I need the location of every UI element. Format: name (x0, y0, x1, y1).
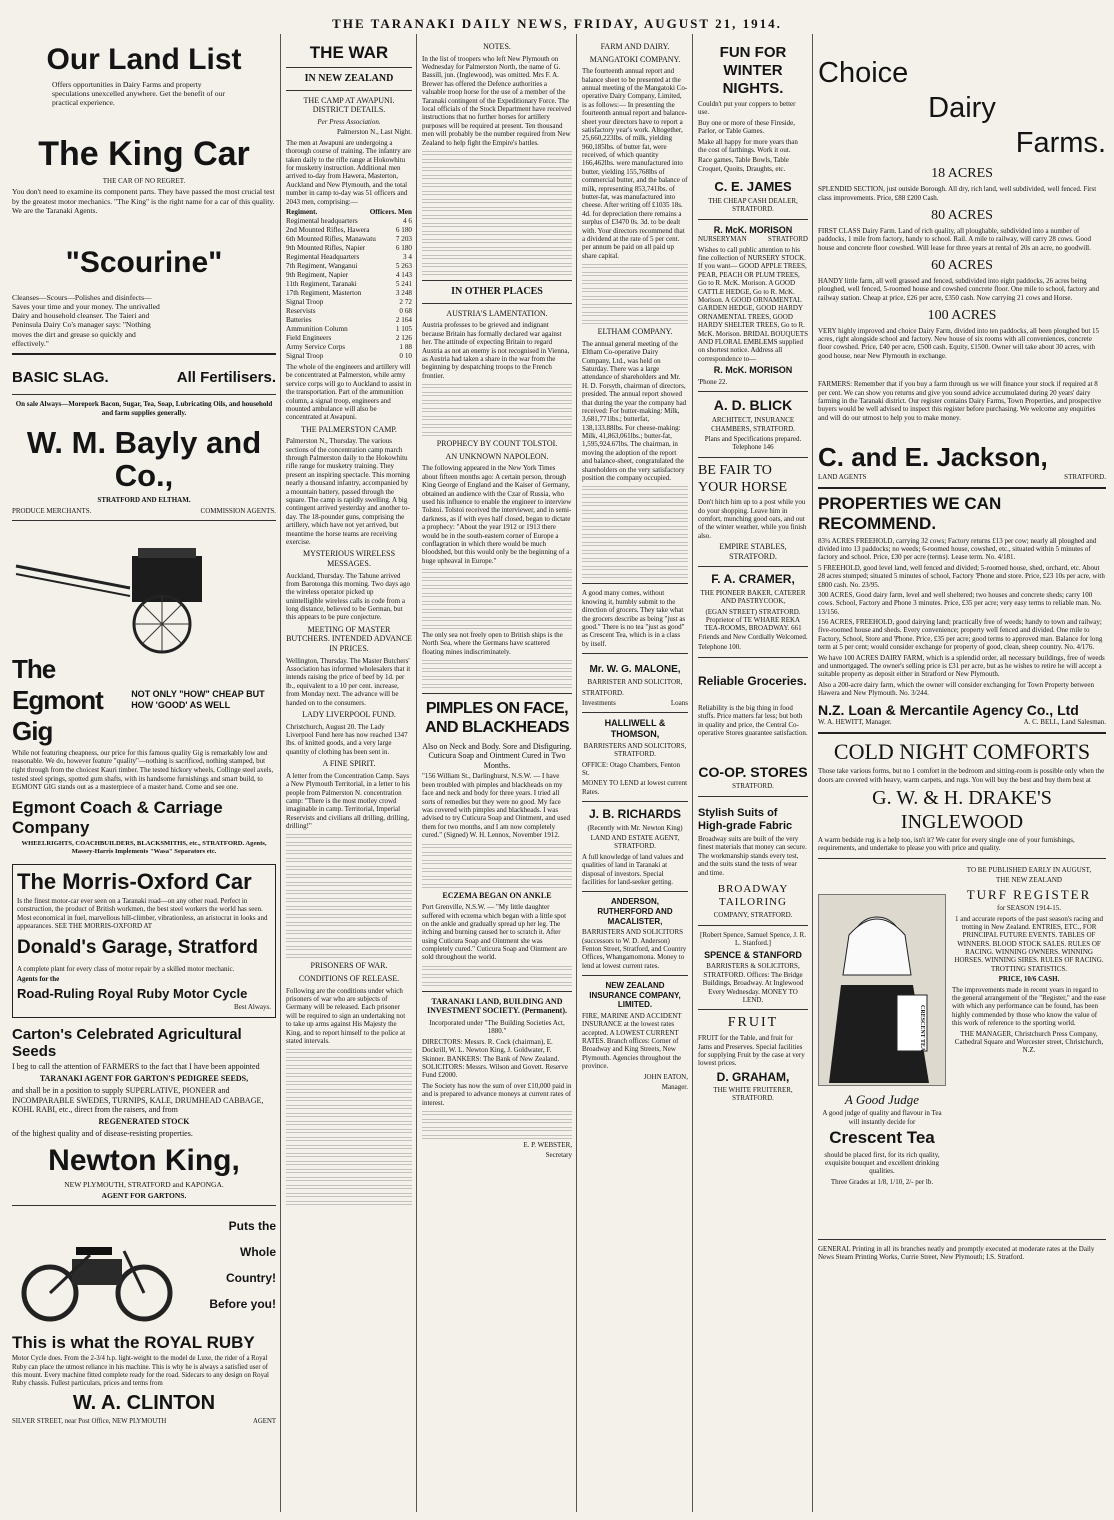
column-rule (812, 34, 813, 1512)
regiment-name: 17th Regiment, Masterton (286, 288, 362, 297)
halliwell: HALLIWELL & THOMSON, (604, 718, 666, 740)
fun-body2: Buy one or more of these Fireside, Parlor, or Table Games. (698, 118, 796, 136)
spence-body: BARRISTERS & SOLICITORS, STRATFORD. Offices: The Bridge Buildings, Broadway. At Inglewood Every Wednesday. MONEY TO LEND. (702, 962, 804, 1004)
james: C. E. JAMES (714, 179, 792, 195)
dairy: Dairy (928, 91, 996, 124)
regiment-count: 4 6 (403, 216, 412, 225)
regiment-name: Batteries (286, 315, 312, 324)
column-rule (280, 34, 281, 1512)
taranaki-society-heading: TARANAKI LAND, BUILDING AND INVESTMENT SOCIETY. (Permanent). (426, 996, 567, 1016)
morison-phone: 'Phone 22. (698, 377, 728, 386)
camp-body2: The whole of the engineers and artillery will be concentrated at Palmerston, while army service corps will go to Auckland to assist in the transportation. Part of the ammunition column, a signal troop, engineers and mounted ambulance will also be concentrated at Awapuni. (286, 362, 412, 422)
prisoners-sub: CONDITIONS OF RELEASE. (298, 974, 400, 984)
regiment-count: 2 126 (395, 333, 412, 342)
newton-location: NEW PLYMOUTH, STRATFORD and KAPONGA. (64, 1180, 224, 1190)
column-rule (692, 34, 693, 1512)
morison-row (698, 235, 808, 243)
regiment-row (286, 217, 412, 226)
regiment-count: 6 180 (395, 225, 412, 234)
nz-insurance: NEW ZEALAND INSURANCE COMPANY, LIMITED. (589, 981, 681, 1010)
turf-body2: The improvements made in recent years in regard to the general arrangement of the "Register," and the ease with which any performance can be found, has been highly commended by those who know the value of this work of reference to the sporting world. (952, 985, 1106, 1028)
farmers-note: FARMERS: Remember that if you buy a farm through us we will finance your stock if required at 8 per cent. We can show you returns and give you sound advice accumulated during 20 years' dairy farming in the Taranaki district. Our register contains Dairy Farms, Town Properties, and prospective buyers would be well advised to inspect this register before purchasing. We welcome any enquiries and will do our utmost to help you to make money. (818, 380, 1101, 422)
regiment-count: 3 248 (395, 288, 412, 297)
drake: G. W. & H. DRAKE'S (872, 786, 1052, 809)
property-100: We have 100 ACRES DAIRY FARM, which is a splendid order, all necessary buildings, free of weeds and unmortgaged. The owner's selling price is £31 per acre, but as he wishes to retire he will accept a suitable property as deposit either in Stratford or New Plymouth. (818, 653, 1105, 679)
camp-heading: THE CAMP AT AWAPUNI. DISTRICT DETAILS. (303, 95, 395, 115)
regiment-name: 11th Regiment, Taranaki (286, 279, 357, 288)
malone-stratford: STRATFORD. (582, 688, 624, 697)
clinton-address: SILVER STREET, near Post Office, NEW PLYMOUTH (12, 1417, 167, 1425)
land-agents: LAND AGENTS (818, 473, 867, 482)
regiment-name: Army Service Corps (286, 342, 346, 351)
acres-80: 80 ACRES (931, 207, 993, 223)
carton-body2: and shall be in a position to supply SUPERLATIVE, PIONEER and INCOMPARABLE SWEDES, TURNIPS, KALE, DRUMHEAD CABBAGE, KOHL RABI, etc., direct from the raisers, and from (12, 1085, 264, 1115)
regiment-count: 2 164 (395, 315, 412, 324)
regiment-name: 7th Regiment, Wanganui (286, 261, 358, 270)
james-sub: THE CHEAP CASH DEALER, STRATFORD. (708, 196, 798, 214)
liverpool-heading: LADY LIVERPOOL FUND. (302, 710, 396, 719)
scourine-body: Cleanses—Scours—Polishes and disinfects—Saves your time and your money. The unrivalled Dairy and household cleanser. The Taieri and Peninsula Dairy Co's manager says: "Nothing moves the dirt and grease so quickly and effectively." (12, 292, 160, 348)
society-directors: DIRECTORS: Messrs. R. Cock (chairman), E. Dockrill, W. L. Newton King, J. Goldwater, F. Skinner. BANKERS: The Bank of New Zealand. SOLICITORS: Messrs. Wilson and Govett. Reserve Fund £2000. (422, 1037, 568, 1080)
morison-stratford: STRATFORD (767, 235, 808, 244)
reliable-groceries: Reliable Groceries. (698, 673, 807, 688)
malone-services (582, 699, 688, 707)
fun-body4: Race games, Table Bowls, Table Croquet, Quoits, Draughts, etc. (698, 156, 789, 173)
mangatoki-body: The fourteenth annual report and balance sheet to be presented at the annual meeting of the Mangatoki Co-operative Dairy Company, Limited, is as follows:— In presenting the fourteenth annual report and balance-sheet your directors have to report a satisfactory year's work. Altogether, 25,660,223lbs. of milk, yielding 960,185lbs. of butter fat, were received, of which quantity 166,462lbs. were manufactured into butter, yielding 155,768lbs of commercial butter, and the balance of milk, representing 853,741lbs. of butter-fat, was manufactured into cheese. After writing off £1035 18s. 4d. for depreciation there remains a surplus of £3470 0s. 3d. to be dealt with. Your directors recommend that a dividend at the rate of 5 per cent. per annum be paid on all paid up share capital. (582, 67, 688, 260)
palmerston-heading: THE PALMERSTON CAMP. (301, 424, 397, 434)
regiment-count: 0 10 (399, 351, 412, 360)
coach-sub: WHEELRIGHTS, COACHBUILDERS, BLACKSMITHS, etc., STRATFORD. Agents, Massey-Harris Implements "Wasa" Separators etc. (21, 839, 267, 855)
column-rule (576, 34, 577, 1512)
puts4: Before you! (209, 1297, 276, 1312)
notes-body: In the list of troopers who left New Plymouth on Wednesday for Palmerston North, the name of G. Bassill, jun. (Inglewood), was omitted. Mrs F. A. Brewer has offered the Defence authorities a valuable troop horse for the use of a member of the Taranaki contingent of the Expeditionary Force. The local officials of the Stock Department have received instructions that no further horses for artillery purposes will be required at present. Ten thousand men will probably be the number required from New Zealand to help fight the Empire's battles. (422, 54, 571, 147)
gig-illustration (12, 526, 276, 654)
cold-body: Those take various forms, but no 1 comfort in the bedroom and sitting-room is possible only when the doors are covered with heavy, warm carpets, and rugs. You will buy the best and buy them best at (818, 767, 1105, 784)
camp-body: The men at Awapuni are undergoing a thorough course of training. The infantry are taken daily to the rifle range at Hokowhitu for musketry instruction. Additional men arrived to-day from Hawera, Masterton, Auckland and New Plymouth, and the total number in camp to-day was 51 officers and 2043 men, comprising:— (286, 138, 411, 206)
cramer-body: (EGAN STREET) STRATFORD. Proprietor of TE WHARE REKA TEA-ROOMS, BROADWAY. 661 Friends and New Cordially Welcomed. (698, 607, 808, 641)
jackson-stratford: STRATFORD. (1064, 473, 1106, 482)
bayly-roles (12, 507, 276, 515)
investments: Investments (582, 698, 616, 707)
turf-nz: THE NEW ZEALAND (996, 876, 1062, 885)
slag-row (12, 369, 276, 386)
puts-text (182, 1211, 276, 1329)
land-list-body: Offers opportunities in Dairy Farms and property speculations unexcelled anywhere. Get the benefit of our practical experience. (52, 79, 225, 107)
ruby-cycle: Road-Ruling Royal Ruby Motor Cycle (17, 985, 248, 1001)
hewitt: W. A. HEWITT, Manager. (818, 718, 892, 727)
fair-body: Don't hitch him up to a post while you do your shopping. Leave him in comfort, munching good oats, and out of the winter weather, while you finish also. (698, 498, 807, 540)
king-car-title: The King Car (38, 135, 250, 174)
spence: SPENCE & STANFORD (704, 949, 802, 960)
egmont-gig-title: The Egmont Gig (12, 653, 103, 746)
pimples-title: PIMPLES ON FACE, AND BLACKHEADS (424, 700, 570, 737)
only-sea-body: The only sea not freely open to British ships is the North Sea, where the Germans have scattered floating mines indiscriminately. (422, 631, 563, 656)
regiment-row (286, 325, 412, 334)
egmont-coach-title: Egmont Coach & Carriage Company (12, 797, 223, 837)
liverpool-body: Christchurch, August 20. The Lady Liverpool Fund here has now reached 1347 lbs. of knitted goods, and a very large quantity of clothing has been sent in. (286, 722, 408, 756)
regiment-count: 1 105 (395, 324, 412, 333)
mangatoki-heading: MANGATOKI COMPANY. (589, 54, 681, 64)
malone: Mr. W. G. MALONE, (589, 664, 681, 676)
carton-body3: of the highest quality and of disease-resisting properties. (12, 1128, 193, 1138)
regiment-row (286, 235, 412, 244)
cramer-sub: THE PIONEER BAKER, CATERER AND PASTRYCOOK, (700, 588, 806, 606)
gig-heading (12, 654, 276, 747)
stylish-title: Stylish Suits of High-grade Fabric (698, 806, 793, 832)
anderson-body: BARRISTERS AND SOLICITORS (successors to W. D. Anderson) Fenton Street, Stratford, and Country Offices, Whangamomona. Money to lend at lowest current rates. (582, 928, 687, 970)
king-car-subtitle: THE CAR OF NO REGRET. (102, 176, 186, 185)
regiment-name: Signal Troop (286, 351, 324, 360)
to-be-published: TO BE PUBLISHED EARLY IN AUGUST, (966, 865, 1092, 874)
clinton-address-row (12, 1418, 276, 1425)
eczema-heading: ECZEMA BEGAN ON ANKLE (442, 890, 552, 900)
morison: R. McK. MORISON (713, 224, 793, 235)
donald-garage: Donald's Garage, Stratford (17, 936, 259, 958)
royal-ruby-title: This is what the ROYAL RUBY (12, 1333, 255, 1353)
fun-body3: Make all happy for more years than the cost of farthings. Work it out. (698, 137, 798, 154)
good-judge: A Good Judge (844, 1091, 920, 1107)
morison-footer: R. McK. MORISON (713, 365, 793, 376)
spirit-heading: A FINE SPIRIT. (322, 759, 376, 769)
regiment-row (286, 307, 412, 316)
regiment-name: Ammunition Column (286, 324, 348, 333)
carton-body1: I beg to call the attention of FARMERS to the fact that I have been appointed (12, 1062, 260, 1072)
spirit-body: A letter from the Concentration Camp. Says a New Plymouth Territorial, in a letter to his people from Palmerston N. concentration camp: "There is the most motley crowd imaginable in camp. Territorial, Imperial Reservists and civilians all drilling, drilling, drilling!" (286, 771, 410, 831)
regiment-table-head (286, 208, 412, 217)
war-title: THE WAR (309, 43, 389, 62)
nz-insurance-body: FIRE, MARINE AND ACCIDENT INSURANCE at the lowest rates accepted. A LOWEST CURRENT RATES. Branch offices: Corner of Broadway and King Streets, New Plymouth. Agencies throughout the province. (582, 1011, 682, 1071)
broadway-sub: COMPANY, STRATFORD. (713, 911, 793, 920)
acres-100-body: VERY highly improved and choice Dairy Farm, divided into ten paddocks, all been ploughed but 15 acres, right alongside school and factory. New house of six rooms with all conveniences, concrete floor cowshed. Price, £40 per acre, £500 cash. Equity, £1500. Owner will take about 30 acres, with good house, near New Plymouth in exchange. (818, 326, 1100, 360)
properties-title: PROPERTIES WE CAN RECOMMEND. (818, 493, 1002, 534)
jackson: C. and E. Jackson, (818, 442, 1048, 473)
coop-location: STRATFORD. (732, 782, 774, 791)
anderson: ANDERSON, RUTHERFORD AND MACALISTER, (597, 897, 673, 926)
turf-price: PRICE, 10/6 CASH. (998, 975, 1060, 984)
puts2: Whole (240, 1245, 276, 1260)
crescent-price: Three Grades at 1/8, 1/10, 2/- per lb. (830, 1177, 934, 1186)
eaton-manager: Manager. (661, 1083, 688, 1092)
turf-manager: THE MANAGER, Christchurch Press Company, Cathedral Square and Worcester street, Christchurch, N.Z. (954, 1029, 1104, 1055)
stylish-body: Broadway suits are built of the very finest materials that money can secure. The workmanship stands every test, and the suits stand the tests of wear and time. (698, 835, 807, 877)
acres-100: 100 ACRES (927, 307, 997, 323)
scourine-title: "Scourine" (65, 246, 223, 280)
regiment-row (286, 298, 412, 307)
judge-body: A good judge of quality and flavour in Tea will instantly decide for (822, 1109, 942, 1126)
column-local-ads (694, 34, 812, 1512)
loans: Loans (670, 698, 688, 707)
eaton: JOHN EATON, (643, 1072, 688, 1081)
napoleon-heading: AN UNKNOWN NAPOLEON. (445, 451, 549, 461)
commission: COMMISSION AGENTS. (200, 506, 276, 515)
halliwell-office: OFFICE: Otago Chambers, Fenton St. (582, 760, 680, 778)
richards-sub: (Recently with Mr. Newton King) (587, 823, 683, 832)
regiment-name: Field Engineers (286, 333, 332, 342)
tolstoi-heading: PROPHECY BY COUNT TOLSTOI. (436, 439, 558, 449)
secretary: Secretary (545, 1151, 572, 1160)
blick-sub: ARCHITECT, INSURANCE CHAMBERS, STRATFORD. (711, 416, 795, 433)
wireless-body: Auckland, Thursday. The Tahune arrived from Barotonga this morning. Two days ago the wireless operator picked up unintelligible wireless calls in code from a long distance, believed to be German, but this appears to be pure conjecture. (286, 571, 411, 622)
newton-king: Newton King, (48, 1143, 240, 1177)
morris-ad (12, 864, 276, 1019)
regiment-count: 5 241 (395, 279, 412, 288)
bayly-title: W. M. Bayly and Co., (26, 425, 262, 493)
butchers-heading: MEETING OF MASTER BUTCHERS. INTENDED ADVANCE IN PRICES. (286, 624, 412, 654)
fruit-title: FRUIT (727, 1015, 779, 1031)
regiment-name: 9th Mounted Rifles, Napier (286, 243, 366, 252)
column-notes (418, 34, 576, 1512)
acres-60: 60 ACRES (931, 257, 993, 273)
farm-heading: FARM AND DAIRY. (600, 42, 670, 51)
morris-body: Is the finest motor-car ever seen on a Taranaki road—on any other road. Perfect in construction, the product of British workmen, the best steel workers the world has seen. Most economical in fuel, marvellous hill-climber, vibrationless, an aristocrat in looks and appearances. SEE THE MORRIS-OXFORD AT (17, 896, 268, 931)
turf-register: TURF REGISTER (966, 886, 1092, 902)
regiment-row (286, 262, 412, 271)
regiment-count: 7 203 (395, 234, 412, 243)
acres-18: 18 ACRES (931, 166, 993, 182)
palmerston-body: Palmerston N., Thursday. The various sections of the concentration camp march through Palmerston daily to the Hokowhitu rifle range for musketry training. They present an inspiring spectacle. This morning nearly a thousand infantry, accompanied by a mountain battery, passed through the square. The camp is rapidly swelling. A big contingent arrived yesterday and another to-day. The 18-pounder guns, comprising the artillery, which have not yet arrived, but meantime the horse teams are receiving exercise. (286, 437, 410, 546)
newton-agent: AGENT FOR GARTONS. (101, 1191, 187, 1201)
grocers-body: A good many comes, without knowing it, humbly submit to the direction of grocers. They take what the grocers describe as being "just as good." There is no tea "just as good" as Crescent Tea, which is in a class by itself. (582, 589, 686, 648)
turf-season: for SEASON 1914-15. (997, 904, 1061, 913)
column-advertisements-left (8, 34, 280, 1512)
regiment-head: Regiment. (286, 207, 318, 216)
richards-body: A full knowledge of land values and qualities of land in Taranaki at disposal of investors. Special facilities for land-seeker getting. (582, 852, 684, 886)
sale-line: On sale Always—Morepork Bacon, Sugar, Tea, Soap, Lubricating Oils, and household and farm supplies generally. (15, 400, 273, 417)
pimples-sub: Also on Neck and Body. Sore and Disfiguring. Cuticura Soap and Ointment Cured in Two Months. (422, 741, 572, 770)
coop-stores: CO-OP. STORES (698, 763, 808, 780)
officers-head: Officers. Men (369, 207, 412, 216)
produce: PRODUCE MERCHANTS. (12, 506, 92, 515)
morison-body: Wishes to call public attention to his fine collection of NURSERY STOCK. If you want— GOOD APPLE TREES, PEAR, PEACH OR PLUM TREES, Go to R. McK. Morison. A GOOD CATTLE HEDGE, Go to R. McK. Morison. A GOOD ORNAMENTAL GARDEN HEDGE, GOOD HARDY ORNAMENTAL TREES, GOOD HARDY SHELTER TREES, Go to R. McK. Morison. BRIDAL BOUQUETS AND FLORAL EMBLEMS supplied on shortest notice. Address all correspondence to— (698, 245, 808, 363)
column-farm-dairy (578, 34, 692, 1512)
land-list-title: Our Land List (46, 43, 242, 76)
regiment-row (286, 271, 412, 280)
lower-ads (818, 864, 1106, 1234)
regiment-row (286, 352, 412, 361)
society-body: The Society has now the sum of over £10,000 paid in and is prepared to advance moneys at current rates of interest. (422, 1081, 572, 1107)
inglewood: INGLEWOOD (900, 810, 1024, 833)
fertilisers: All Fertilisers. (176, 369, 276, 387)
column-farms (814, 34, 1110, 1512)
jackson-row (818, 473, 1106, 481)
property-83: 83¼ ACRES FREEHOLD, carrying 32 cows; Factory returns £13 per cow; nearly all ploughed and divided into 13 paddocks; no weeds; 6-roomed house, cowshed, etc., situated within 5 minutes of factory and school. Price, £30 per acre (terms). Lease term. No. 4/181. (818, 536, 1097, 562)
regiment-row (286, 253, 412, 262)
clinton: W. A. CLINTON (72, 1391, 216, 1414)
motorcycle-illustration (12, 1211, 182, 1329)
regiment-count: 5 263 (395, 261, 412, 270)
regiment-table (286, 217, 412, 361)
other-places-heading: IN OTHER PLACES (451, 285, 543, 297)
money-lend: MONEY TO LEND at lowest current Rates. (582, 779, 688, 796)
clinton-agent: AGENT (252, 1417, 276, 1425)
dateline: Palmerston N., Last Night. (336, 128, 412, 137)
regiment-name: 9th Regiment, Napier (286, 270, 349, 279)
regiment-row (286, 280, 412, 289)
notes-heading: NOTES. (483, 42, 511, 51)
bayly-location: STRATFORD AND ELTHAM. (97, 496, 191, 505)
basic-slag: BASIC SLAG. (12, 369, 109, 387)
regiment-count: 4 143 (395, 270, 412, 279)
prisoners-heading: PRISONERS OF WAR. (310, 961, 388, 971)
cramer-tel: Telephone 100. (698, 643, 742, 652)
masthead: THE TARANAKI DAILY NEWS, FRIDAY, AUGUST 21, 1914. (332, 16, 782, 31)
crescent-ad (818, 864, 946, 1234)
eltham-heading: ELTHAM COMPANY. (597, 327, 673, 337)
spence-head: [Robert Spence, Samuel Spence, J. R. L. Stanford.] (700, 930, 806, 948)
richards-sub2: LAND AND ESTATE AGENT, STRATFORD. (590, 834, 680, 851)
tolstoi-body: The following appeared in the New York Times about fifteen months ago: A certain person, through King George of England and the Kaiser of Germany, obtained an audience with the Czar of Russia, who used his influence to enable the engineer to interview Tolstoi. Tolstoi received the interviewer, and in semi-darkness, as if with eyes half closed, began to dictate a prophecy: "About the year 1912 or 1913 there would be in the south-eastern corner of Europe a conflagration in which there would be much bloodshed, but this would only be the beginning of a huge upheaval in Europe." (422, 464, 572, 565)
war-subtitle: IN NEW ZEALAND (304, 72, 394, 84)
regiment-name: Signal Troop (286, 297, 324, 306)
regiment-name: Reservists (286, 306, 316, 315)
fun-body1: Couldn't put your coppers to better use. (698, 100, 796, 117)
graham-sub: THE WHITE FRUITERER, STRATFORD. (713, 1086, 793, 1103)
butchers-body: Wellington, Thursday. The Master Butchers' Association has informed wholesalers that it intends raising the price of beef by 1d. per lb., equivalent to a 10 per cent. increase, from Monday next. The advance will be handed on to the consumers. (286, 656, 411, 707)
morris-title: The Morris-Oxford Car (17, 868, 252, 894)
fun-title: FUN FOR WINTER NIGHTS. (719, 44, 787, 97)
property-300: 300 ACRES, Good dairy farm, level and well sheltered; two houses and concrete sheds; carry 100 cows. School, Factory and Phone 3 minutes. Price, £35 per acre; very easy terms to reliable man. No. 13/156. (818, 590, 1102, 616)
prisoners-body: Following are the conditions under which prisoners of war who are subjects of Germany will be released. Each prisoner will be required to sign an undertaking not to take up arms against His Majesty the King, and to report himself to the police at stated intervals. (286, 986, 406, 1046)
regiment-row (286, 226, 412, 235)
agents-for: Agents for the (17, 975, 60, 984)
regenerated: REGENERATED STOCK (98, 1117, 190, 1127)
gig-tagline: NOT ONLY "HOW" CHEAP BUT HOW 'GOOD' AS WELL (131, 688, 265, 711)
broadway: BROADWAY TAILORING (717, 883, 789, 909)
regiment-row (286, 316, 412, 325)
crescent-body: should be placed first, for its rich quality, exquisite bouquet and excellent drinking qualities. (824, 1150, 940, 1176)
per-press: Per Press Association. (317, 118, 381, 127)
richards: J. B. RICHARDS (588, 807, 681, 822)
carton-title: Carton's Celebrated Agricultural Seeds (12, 1026, 242, 1061)
regiment-count: 3 4 (403, 252, 412, 261)
farms: Farms. (1015, 126, 1106, 159)
blick-body: Plans and Specifications prepared. Telephone 146 (704, 434, 802, 452)
property-156: 156 ACRES, FREEHOLD, good dairying land; practically free of weeds; handy to town and railway; five-roomed house and sheds. Every convenience; property well fenced and divided. One mile to Factory, School, Store and 'Phone. Price, £35 per acre; good terms to approved man. Balance for long term at 5 per cent; would consider exchange for property of good, clean, sheep country. No. 4/176. (818, 618, 1103, 652)
crescent-tea-box: CRESCENT TEA (919, 1004, 925, 1052)
acres-18-body: SPLENDID SECTION, just outside Borough. All dry, rich land, well subdivided, well fenced. First class improvements. Price, £88 £200 Cash. (818, 185, 1097, 202)
fruit-body: FRUIT for the Table, and fruit for Jams and Preserves. Special facilities for supplying Fruit by the case at very lowest prices. (698, 1034, 805, 1068)
regiment-name: 6th Mounted Rifles, Manawatu (286, 234, 376, 243)
best-always: Best Always. (234, 1002, 271, 1011)
regiment-row (286, 343, 412, 352)
column-rule (416, 34, 417, 1512)
column-war-news (282, 34, 416, 1512)
graham: D. GRAHAM, (716, 1069, 790, 1084)
fair-title: BE FAIR TO YOUR HORSE (698, 462, 788, 495)
donald-body: A complete plant for every class of motor repair by a skilled motor mechanic. (17, 964, 235, 973)
webster: E. P. WEBSTER, (523, 1140, 572, 1149)
judge-illustration (818, 894, 946, 1086)
malone-sub: BARRISTER AND SOLICITOR, (587, 678, 683, 687)
halliwell-sub: BARRISTERS AND SOLICITORS, STRATFORD. (583, 741, 687, 759)
crescent-tea: Crescent Tea (829, 1128, 935, 1148)
property-200: Also a 200-acre dairy farm, which the owner will consider exchanging for Town Property between Hawera and New Plymouth. No. 3/244. (818, 680, 1094, 698)
wireless-heading: MYSTERIOUS WIRELESS MESSAGES. (302, 549, 396, 568)
cold-night-title: COLD NIGHT COMFORTS (833, 738, 1091, 764)
regiment-name: Regimental Headquarters (286, 252, 360, 261)
regiment-count: 1 88 (399, 342, 412, 351)
reliable-body: Reliability is the big thing in food stuffs. Price matters far less; but both in quality and price, the Central Co-operative Stores guarantee satisfaction. (698, 703, 808, 738)
regiment-count: 2 72 (399, 297, 412, 306)
austria-heading: AUSTRIA'S LAMENTATION. (446, 308, 548, 318)
empire-stables: EMPIRE STABLES, STRATFORD. (719, 542, 787, 561)
eltham-body: The annual general meeting of the Eltham Co-operative Dairy Company, Ltd., was held on Saturday. There was a large attendance of shareholders and Mr. H. D. Forsyth, chairman of directors, presided. The annual report showed that during the year the company had received: For butter-making: Milk, 3,681,771lbs.; butterfat, 138,133.88lbs. For cheese-making: Milk, 41,863,061lbs.; butter-fat, 1,595,924.67lbs. The chairman, in moving the adoption of the report and balance-sheet, congratulated the shareholders on the very satisfactory position the company occupied. (582, 339, 687, 483)
ruby-body: Motor Cycle does. From the 2-3/4 h.p. light-weight to the model de Luxe, the rider of a Royal Ruby can place the utmost reliance in his machine. This is why he is always a satisfied user of this mount. Every machine fitted complete ready for the road. Sidecars to any design on Royal Ruby chassis. Fullest particulars, prices and terms from (12, 1355, 269, 1388)
puts3: Country! (226, 1271, 276, 1286)
motorcycle-ad (12, 1211, 276, 1329)
drake-body: A warm bedside rug is a help too, isn't it? We cater for every single one of your furnishings, requirements, and undertake to please you with price and quality. (818, 835, 1075, 853)
nurseryman: NURSERYMAN (698, 235, 747, 244)
turf-register-ad (946, 864, 1106, 1234)
cramer: F. A. CRAMER, (711, 572, 795, 587)
regiment-row (286, 244, 412, 253)
choice: Choice (818, 57, 909, 89)
turf-body: 1 and accurate reports of the past season's racing and trotting in New Zealand. ENTRIES, ETC., FOR PRINCIPAL FUTURE EVENTS. TABLES OF WINNERS. BLOOD STOCK SALES. RULES OF RACING. WINNING OWNERS. WINNING HORSES. WINNING SIRES. RULES OF RACING. TROTTING STATISTICS. (954, 914, 1104, 973)
king-car-body: You don't need to examine its component parts. They have passed the most crucial test by the greatest motor mechanics. "The King" is the right name for a car of this quality. We are the Taranaki Agents. (12, 187, 275, 215)
property-5: 5 FREEHOLD, good level land, well fenced and divided; 5-roomed house, shed, orchard, etc. About 28 acres stumped; situated 5 minutes of school, Factory 'Phone and store. Price, £23 10s per acre, with £800 cash. No. 23/95. (818, 563, 1105, 589)
regiment-row (286, 334, 412, 343)
regiment-name: Regimental headquarters (286, 216, 358, 225)
pimples-body: "156 William St., Darlinghurst, N.S.W. — I have been troubled with pimples and blackheads on my face and neck and body for three years. I tried all sorts of remedies but they were no good. My face was covered with pimples and blackheads. I was advised to try Cuticura Soap and Ointment, and used them for two months, and I am now completely cured." (Signed) W. H. Lennox, November 1912. (422, 772, 570, 840)
acres-60-body: HANDY little farm, all well grassed and fenced, subdivided into eight paddocks, 26 acres being ploughed, well fenced, 5-roomed house and cowshed concrete floor. One mile to school, factory and railway station. Cheap at price, £26 per acre, £350 cash. Now carrying 21 cows and Horse. (818, 276, 1100, 302)
puts1: Puts the (228, 1219, 276, 1234)
gig-body: While not featuring cheapness, our price for this famous quality Gig is remarkably low and reasonable. We do, however feature "quality"—nothing is sacrificed, nothing stamped, but right through from the choicest Kauri timber. The tested hickory wheels, Collinge steel axels, tested steel springs, spotted gum shafts, with its handsome furnishings and smart build, to EGMONT GIG stands out as a masterpiece of a master hand. Come and see one. (12, 748, 274, 792)
general-printing: GENERAL Printing in all its branches neatly and promptly executed at moderate rates at the Daily News Steam Printing Works, Currie Street, New Plymouth; I.S. Stratford. (818, 1244, 1095, 1262)
nz-loan-staff (818, 718, 1106, 726)
carton-agent: TARANAKI AGENT FOR GARTON'S PEDIGREE SEEDS, (39, 1074, 249, 1084)
acres-80-body: FIRST CLASS Dairy Farm. Land of rich quality, all ploughable, subdivided into a number of paddocks, 1 mile from factory, handy to school. Rail. A mile to railway, will carry 28 cows. Good house and concrete floor cowshed. Will lease for three years at rental of 20s an acre, no goodwill. (818, 226, 1092, 252)
regiment-count: 6 180 (395, 243, 412, 252)
austria-body: Austria professes to be grieved and indignant because Britain has formally declared war against her. The attitude of expecting Britain to regard Austria as not an enemy is not recognised in Vienna, as Austria had taken a share in the war from the beginning by despatching troops to the French frontier. (422, 321, 570, 380)
nz-loan: N.Z. Loan & Mercantile Agency Co., Ltd (818, 701, 1079, 718)
bell: A. C. BELL, Land Salesman. (1023, 718, 1106, 727)
regiment-count: 0 68 (399, 306, 412, 315)
blick: A. D. BLICK (713, 397, 793, 414)
eczema-body: Port Grenville, N.S.W. — "My little daughter suffered with eczema which began with a little spot on the ankle and gradually spread up her leg. The itching and burning caused her to scratch it. After using Cuticura Soap and Ointment she was completely cured." Cuticura Soap and Ointment are sold throughout the world. (422, 903, 567, 962)
regiment-name: 2nd Mounted Rifles, Hawera (286, 225, 370, 234)
society-incorporated: Incorporated under "The Building Societies Act, 1880." (429, 1019, 565, 1036)
regiment-row (286, 289, 412, 298)
